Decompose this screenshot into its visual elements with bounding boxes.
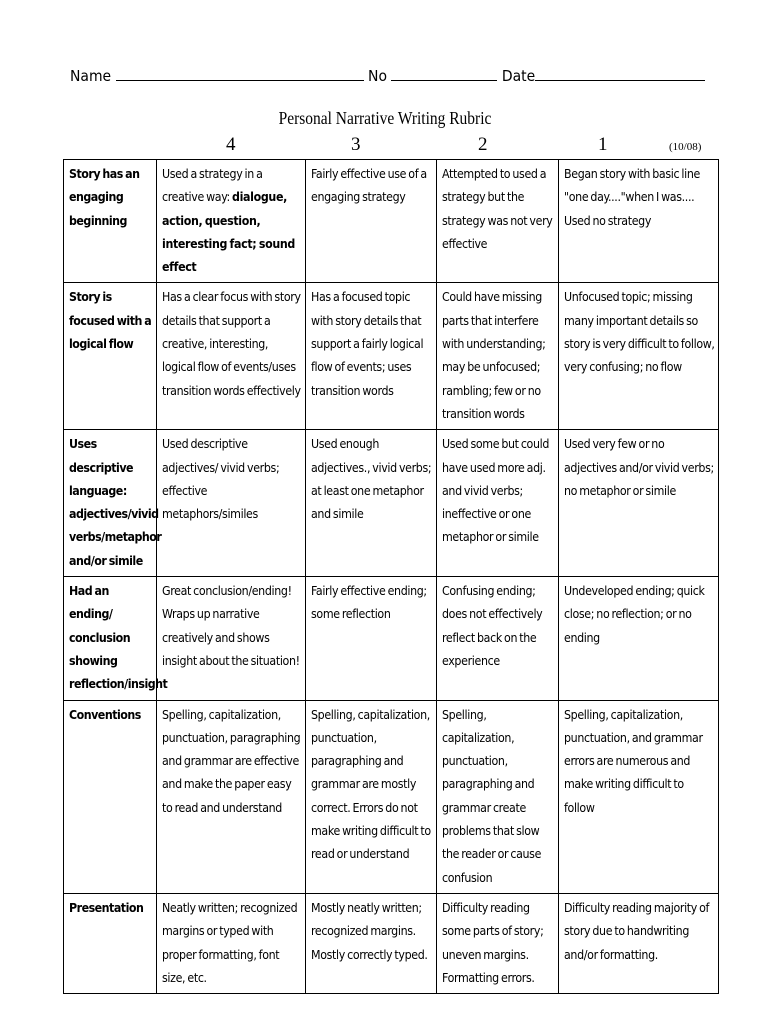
rubric-row-conventions (64, 700, 719, 893)
number-field[interactable] (391, 66, 497, 81)
score-4-cell: Spelling, capitalization, punctuation, paragraphing and grammar are effective and make the paper easy to read and understand (157, 700, 306, 893)
score-header-1: 1 (598, 134, 608, 155)
score-3-cell: Fairly effective use of a engaging strategy (306, 160, 437, 283)
score-1-cell: Unfocused topic; missing many important details so story is very difficult to follow, very confusing; no flow (559, 283, 719, 430)
score-4-text-strategies: dialogue, action, question, interesting fact; sound effect (162, 190, 295, 275)
score-header-3: 3 (351, 134, 361, 155)
rubric-row-beginning (64, 160, 719, 283)
score-header-2: 2 (478, 134, 488, 155)
date-field[interactable] (535, 66, 705, 81)
score-1-cell: Spelling, capitalization, punctuation, and grammar errors are numerous and make writing difficult to follow (559, 700, 719, 893)
criterion-cell: Uses descriptive language: adjectives/vivid verbs/metaphor and/or simile (64, 430, 157, 577)
rubric-row-language (64, 430, 719, 577)
date-label: Date (501, 67, 536, 85)
criterion-cell: Story has an engaging beginning (64, 160, 157, 283)
score-1-cell: Undeveloped ending; quick close; no reflection; or no ending (559, 577, 719, 700)
score-2-cell: Attempted to used a strategy but the strategy was not very effective (437, 160, 559, 283)
criterion-cell: Conventions (64, 700, 157, 893)
score-4-cell (157, 160, 306, 283)
score-4-cell: Neatly written; recognized margins or typed with proper formatting, font size, etc. (157, 893, 306, 993)
criterion-cell: Had an ending/ conclusion showing reflection/insight (64, 577, 157, 700)
score-2-cell: Confusing ending; does not effectively reflect back on the experience (437, 577, 559, 700)
score-header-4: 4 (226, 134, 236, 155)
score-3-cell: Spelling, capitalization, punctuation, paragraphing and grammar are mostly correct. Errors do not make writing difficult to read or understand (306, 700, 437, 893)
score-3-cell: Used enough adjectives., vivid verbs; at least one metaphor and simile (306, 430, 437, 577)
score-3-cell: Has a focused topic with story details that support a fairly logical flow of events; uses transition words (306, 283, 437, 430)
score-4-cell: Great conclusion/ending! Wraps up narrative creatively and shows insight about the situation! (157, 577, 306, 700)
score-3-cell: Mostly neatly written; recognized margins. Mostly correctly typed. (306, 893, 437, 993)
name-label: Name (70, 67, 112, 85)
rubric-row-focus (64, 283, 719, 430)
score-1-cell: Used very few or no adjectives and/or vivid verbs; no metaphor or simile (559, 430, 719, 577)
revision-date: (10/08) (669, 141, 702, 153)
criterion-cell: Presentation (64, 893, 157, 993)
score-1-cell: Began story with basic line "one day...."when I was.... Used no strategy (559, 160, 719, 283)
score-2-cell: Spelling, capitalization, punctuation, paragraphing and grammar create problems that slow the reader or cause confusion (437, 700, 559, 893)
score-2-cell: Used some but could have used more adj. and vivid verbs; ineffective or one metaphor or simile (437, 430, 559, 577)
score-4-cell: Used descriptive adjectives/ vivid verbs; effective metaphors/similes (157, 430, 306, 577)
rubric-table (63, 159, 719, 994)
score-2-cell: Difficulty reading some parts of story; uneven margins. Formatting errors. (437, 893, 559, 993)
score-2-cell: Could have missing parts that interfere with understanding; may be unfocused; rambling; few or no transition words (437, 283, 559, 430)
criterion-cell: Story is focused with a logical flow (64, 283, 157, 430)
page-title: Personal Narrative Writing Rubric (278, 108, 492, 128)
score-4-text-start: Used a strategy in a creative way: (162, 167, 263, 205)
rubric-row-presentation (64, 893, 719, 993)
score-1-cell: Difficulty reading majority of story due to handwriting and/or formatting. (559, 893, 719, 993)
score-4-cell: Has a clear focus with story details that support a creative, interesting, logical flow of events/uses transition words effectively (157, 283, 306, 430)
rubric-row-ending (64, 577, 719, 700)
number-label: No (368, 67, 387, 85)
name-field[interactable] (116, 66, 364, 81)
score-3-cell: Fairly effective ending; some reflection (306, 577, 437, 700)
student-info-line (70, 66, 710, 85)
